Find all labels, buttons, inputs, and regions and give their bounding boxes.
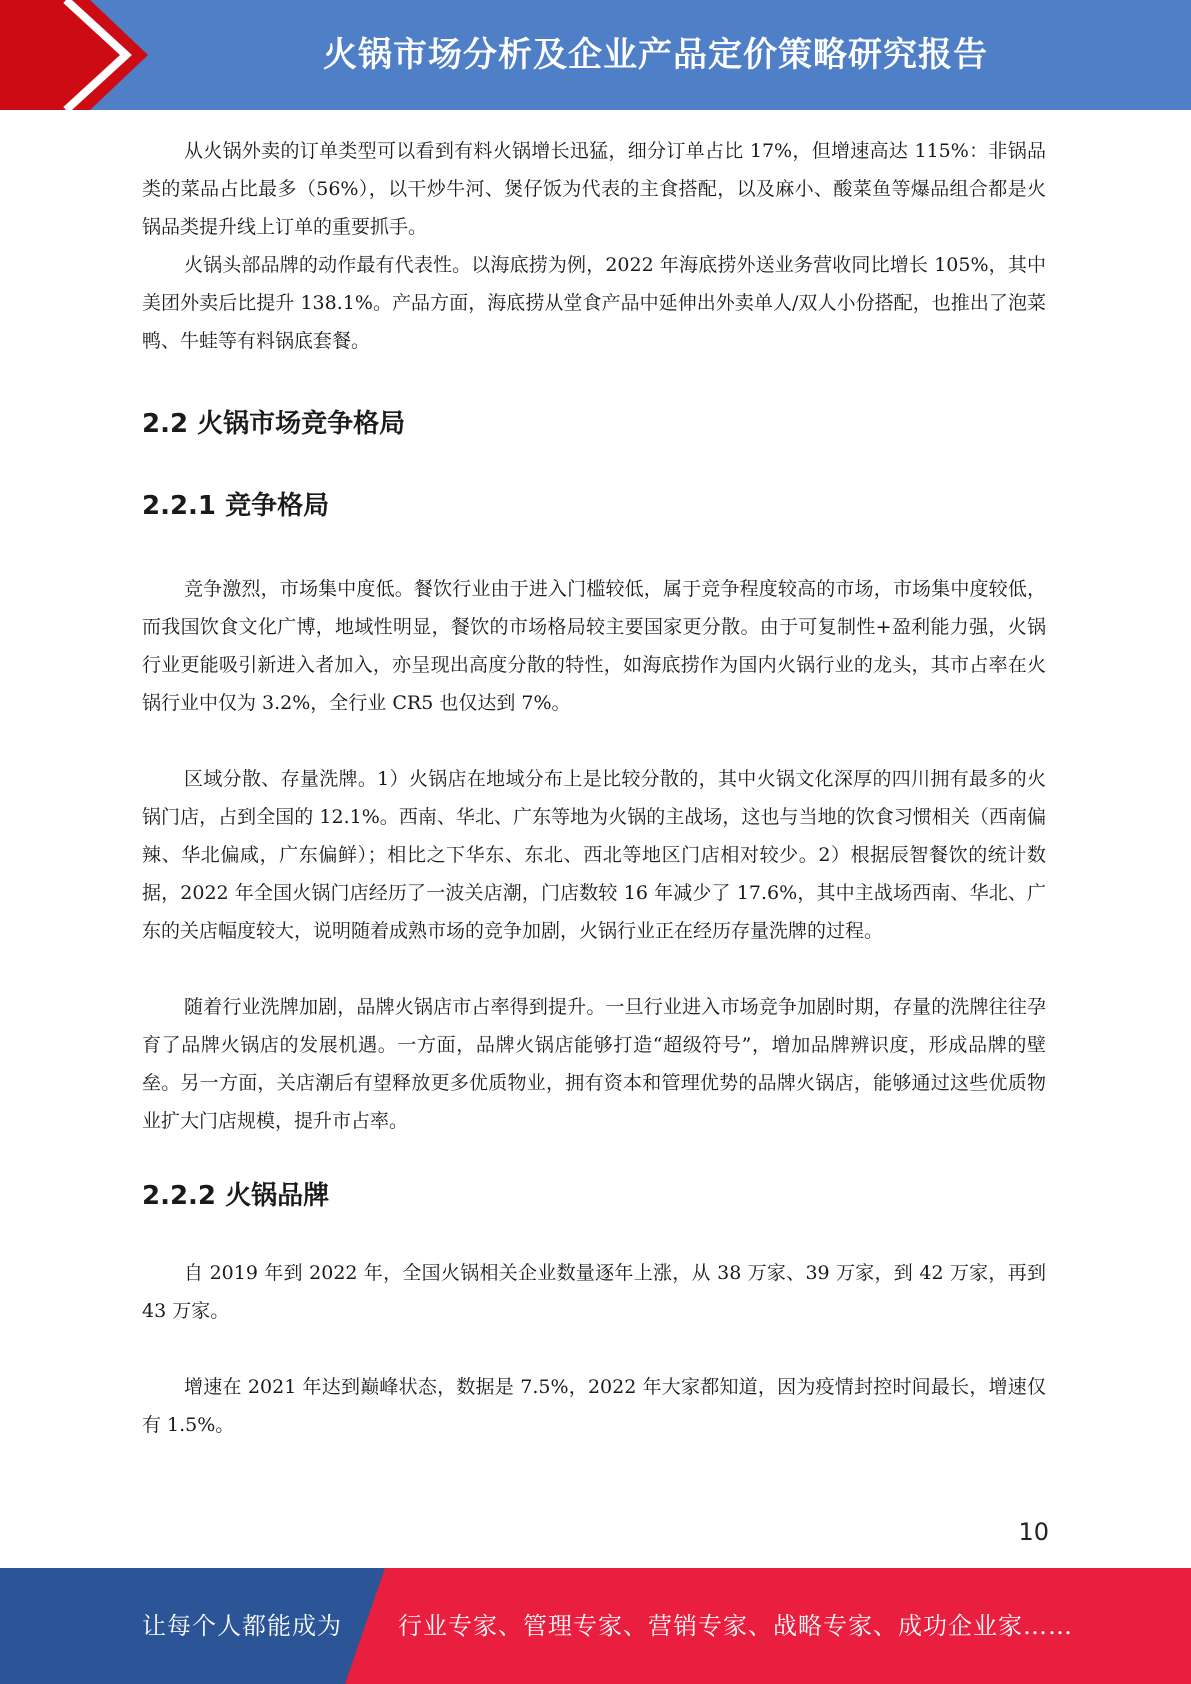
footer-slogan-left: 让每个人都能成为	[142, 1612, 342, 1640]
paragraph-competition: 竞争激烈，市场集中度低。餐饮行业由于进入门槛较低，属于竞争程度较高的市场，市场集中度较低，而我国饮食文化广博，地域性明显，餐饮的市场格局较主要国家更分散。由于可复制性+盈利能力强，火锅行业更能吸引新进入者加入，亦呈现出高度分散的特性，如海底捞作为国内火锅行业的龙头，其市占率在火锅行业中仅为 3.2%，全行业 CR5 也仅达到 7%。	[142, 578, 1046, 714]
page-number: 10	[1018, 1518, 1049, 1546]
paragraph-enterprise-count: 自 2019 年到 2022 年，全国火锅相关企业数量逐年上涨，从 38 万家、39 万家，到 42 万家，再到 43 万家。	[142, 1262, 1046, 1322]
report-title: 火锅市场分析及企业产品定价策略研究报告	[323, 35, 988, 75]
paragraph-regional: 区域分散、存量洗牌。1）火锅店在地域分布上是比较分散的，其中火锅文化深厚的四川拥有最多的火锅门店，占到全国的 12.1%。西南、华北、广东等地为火锅的主战场，这也与当地的饮食习惯相关（西南偏辣、华北偏咸，广东偏鲜）；相比之下华东、东北、西北等地区门店相对较少。2）根据辰智餐饮的统计数据，2022 年全国火锅门店经历了一波关店潮，门店数较 16 年减少了 17.6%，其中主战场西南、华北、广东的关店幅度较大，说明随着成熟市场的竞争加剧，火锅行业正在经历存量洗牌的过程。	[142, 768, 1046, 942]
page-header	[0, 0, 1191, 110]
section-heading-2-2: 2.2 火锅市场竞争格局	[142, 409, 406, 439]
footer-slogan-right: 行业专家、管理专家、营销专家、战略专家、成功企业家……	[398, 1612, 1073, 1640]
paragraph-haidilao-takeout: 火锅头部品牌的动作最有代表性。以海底捞为例，2022 年海底捞外送业务营收同比增长 105%，其中美团外卖后比提升 138.1%。产品方面，海底捞从堂食产品中延伸出外卖单人/双人小份搭配，也推出了泡菜鸭、牛蛙等有料锅底套餐。	[142, 254, 1046, 352]
paragraph-brand-share: 随着行业洗牌加剧，品牌火锅店市占率得到提升。一旦行业进入市场竞争加剧时期，存量的洗牌往往孕育了品牌火锅店的发展机遇。一方面，品牌火锅店能够打造“超级符号”，增加品牌辨识度，形成品牌的壁垒。另一方面，关店潮后有望释放更多优质物业，拥有资本和管理优势的品牌火锅店，能够通过这些优质物业扩大门店规模，提升市占率。	[142, 996, 1046, 1132]
paragraph-takeout-orders: 从火锅外卖的订单类型可以看到有料火锅增长迅猛，细分订单占比 17%，但增速高达 115%：非锅品类的菜品占比最多（56%），以干炒牛河、煲仔饭为代表的主食搭配，以及麻小、酸菜鱼等爆品组合都是火锅品类提升线上订单的重要抓手。	[142, 140, 1046, 238]
paragraph-growth-rate: 增速在 2021 年达到巅峰状态，数据是 7.5%，2022 年大家都知道，因为疫情封控时间最长，增速仅有 1.5%。	[142, 1376, 1046, 1436]
section-heading-2-2-2: 2.2.2 火锅品牌	[142, 1181, 330, 1211]
header-red-chevron	[0, 0, 150, 110]
section-heading-2-2-1: 2.2.1 竞争格局	[142, 491, 330, 521]
page-content	[142, 132, 1046, 1444]
page-footer	[0, 1568, 1191, 1684]
